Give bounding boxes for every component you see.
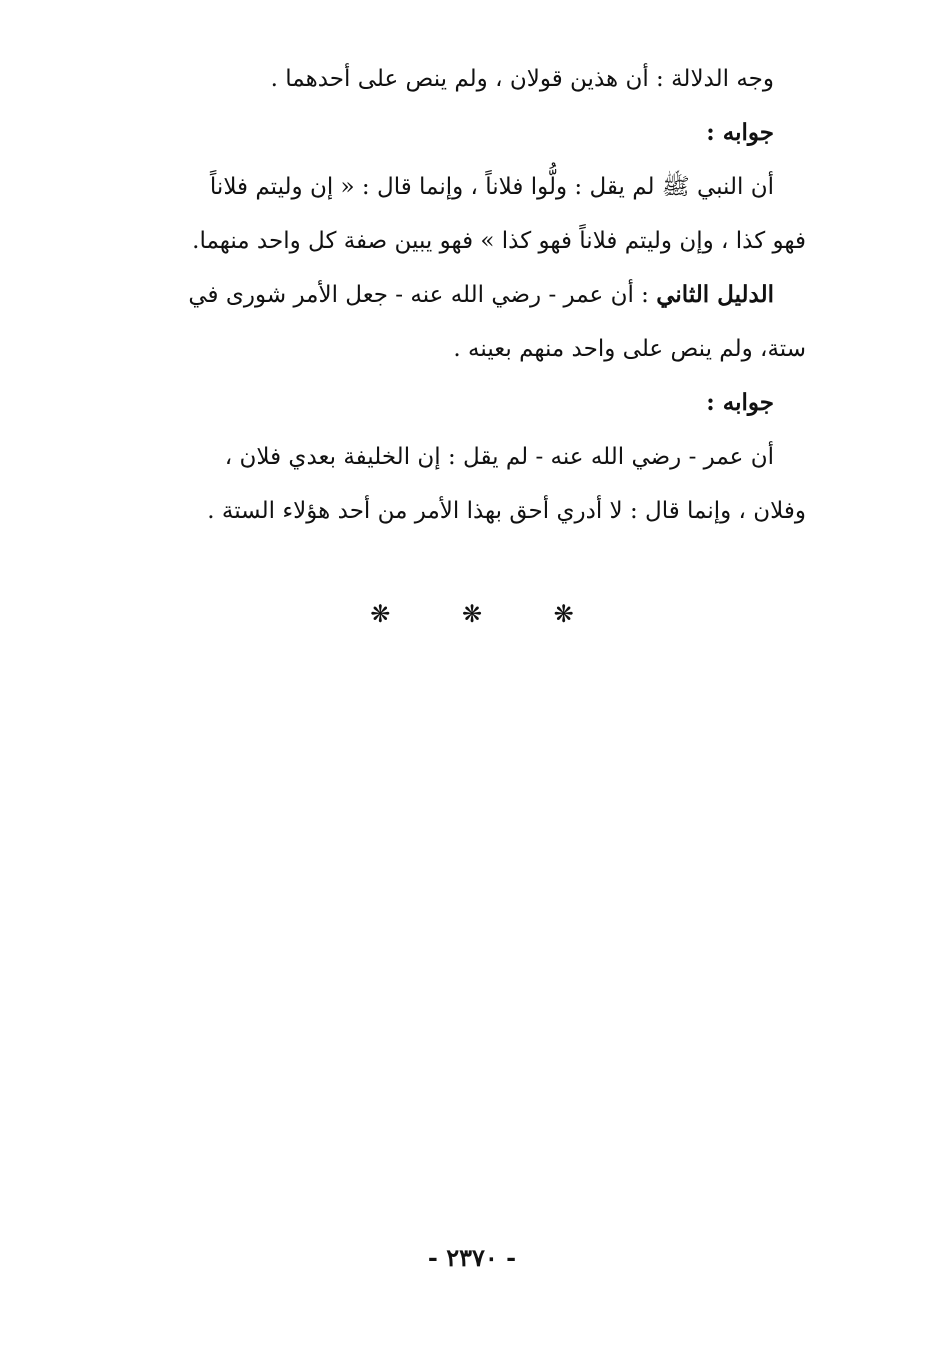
page-body [98,52,806,538]
paragraph-answer-1-line-1: أن النبي ﷺ لم يقل : ولُّوا فلاناً ، وإنما قال : « إن وليتم فلاناً [209,174,774,200]
paragraph-answer-1-line-2: فهو كذا ، وإن وليتم فلاناً فهو كذا » فهو يبين صفة كل واحد منهما. [192,228,806,254]
paragraph-answer-2-line-2: وفلان ، وإنما قال : لا أدري أحق بهذا الأمر من أحد هؤلاء الستة . [207,498,806,524]
separator-star-icon: ❋ [461,600,483,628]
paragraph-second-evidence-line-2: ستة، ولم ينص على واحد منهم بعينه . [453,336,806,362]
separator-star-icon: ❋ [553,600,574,628]
heading-answer-2: جوابه : [706,389,774,416]
paragraph-answer-2-line-1: أن عمر - رضي الله عنه - لم يقل : إن الخليفة بعدي فلان ، [224,444,774,470]
second-evidence-label: الدليل الثاني [656,281,774,308]
paragraph-indication: وجه الدلالة : أن هذين قولان ، ولم ينص على أحدهما . [270,66,774,92]
separator-star-icon: ❋ [370,600,391,628]
section-separator [0,600,944,628]
page-number: - ٢٣٧٠ - [427,1243,517,1272]
heading-answer-1: جوابه : [706,119,774,146]
second-evidence-text: : أن عمر - رضي الله عنه - جعل الأمر شورى في [188,282,657,308]
paragraph-second-evidence-line-1 [98,268,806,322]
